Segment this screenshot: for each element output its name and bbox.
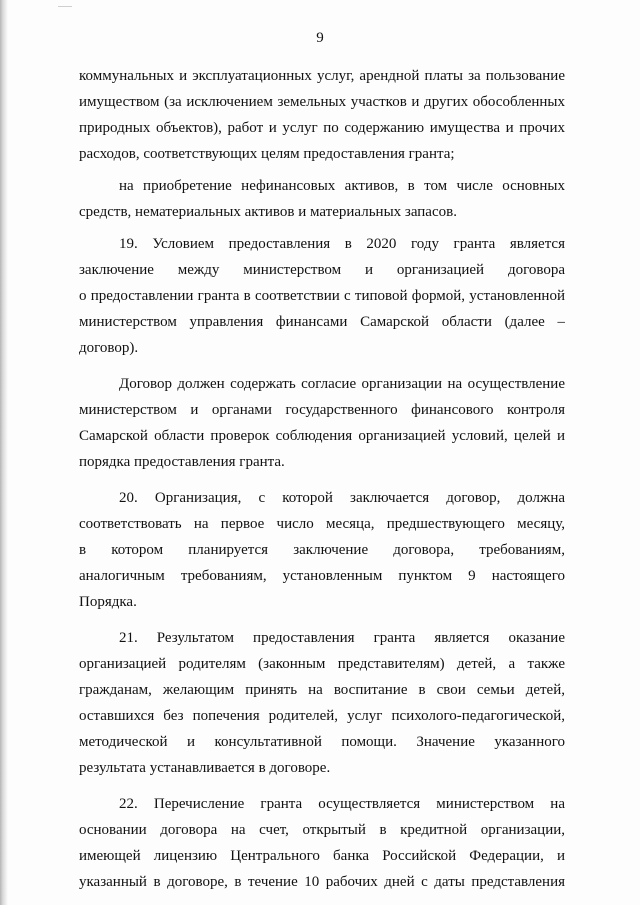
text-line: порядка предоставления гранта.	[79, 454, 285, 470]
text-line: природных объектов), работ и услуг по содержанию имущества и прочих	[79, 120, 565, 136]
text-line: 19. Условием предоставления в 2020 году гранта является	[119, 236, 565, 252]
document-body	[79, 63, 565, 895]
text-line: 20. Организация, с которой заключается договор, должна	[119, 490, 565, 506]
text-line: соответствовать на первое число месяца, предшествующего месяцу,	[79, 516, 565, 532]
text-line: о предоставлении гранта в соответствии с типовой формой, установленной	[79, 288, 565, 304]
paragraph	[79, 485, 565, 615]
text-line: расходов, соответствующих целям предоставления гранта;	[79, 146, 455, 162]
text-line: указанный в договоре, в течение 10 рабочих дней с даты представления	[79, 874, 565, 890]
text-line: Порядка.	[79, 594, 137, 610]
scan-mark	[58, 0, 72, 7]
text-line: 22. Перечисление гранта осуществляется министерством на	[119, 796, 565, 812]
text-line: министерством и органами государственного финансового контроля	[79, 402, 565, 418]
text-line: коммунальных и эксплуатационных услуг, арендной платы за пользование	[79, 68, 565, 84]
text-line: аналогичным требованиям, установленным пунктом 9 настоящего	[79, 568, 565, 584]
paragraph	[79, 791, 565, 895]
text-line: министерством управления финансами Самарской области (далее –	[79, 314, 565, 330]
text-line: результата устанавливается в договоре.	[79, 760, 331, 776]
paragraph	[79, 231, 565, 361]
text-line: гражданам, желающим принять на воспитание в свои семьи детей,	[79, 682, 565, 698]
text-line: имеющей лицензию Центрального банка Российской Федерации, и	[79, 848, 565, 864]
text-line: методической и консультативной помощи. Значение указанного	[79, 734, 565, 750]
paragraph	[79, 173, 565, 225]
text-line: средств, нематериальных активов и материальных запасов.	[79, 204, 457, 220]
scan-edge-shadow	[0, 0, 8, 905]
text-line: Самарской области проверок соблюдения организацией условий, целей и	[79, 428, 565, 444]
text-line: имуществом (за исключением земельных участков и других обособленных	[79, 94, 565, 110]
paragraph	[79, 625, 565, 781]
text-line: Договор должен содержать согласие организации на осуществление	[119, 376, 565, 392]
text-line: в котором планируется заключение договора, требованиям,	[79, 542, 565, 558]
text-line: заключение между министерством и организацией договора	[79, 262, 565, 278]
text-line: организацией родителям (законным представителям) детей, а также	[79, 656, 565, 672]
text-line: 21. Результатом предоставления гранта является оказание	[119, 630, 565, 646]
text-line: оставшихся без попечения родителей, услуг психолого-педагогической,	[79, 708, 565, 724]
text-line: договор).	[79, 340, 139, 356]
page-number: 9	[316, 30, 324, 46]
paragraph	[79, 63, 565, 167]
text-line: основании договора на счет, открытый в кредитной организации,	[79, 822, 565, 838]
text-line: на приобретение нефинансовых активов, в том числе основных	[119, 178, 565, 194]
paragraph	[79, 371, 565, 475]
